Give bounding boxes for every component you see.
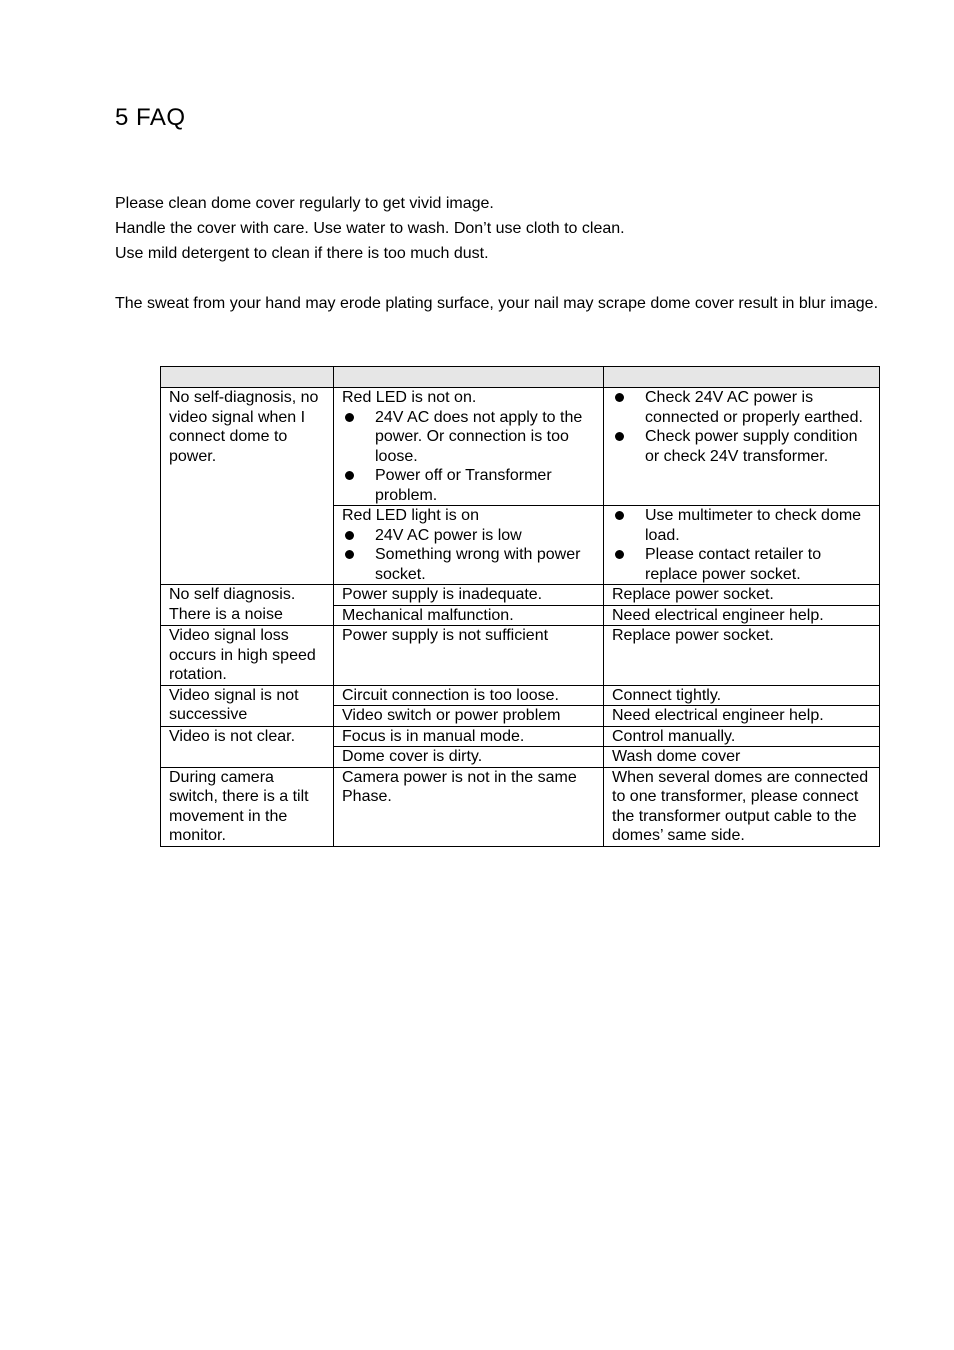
cause-cell: Camera power is not in the same Phase. (334, 767, 604, 846)
solution-cell: Connect tightly. (604, 685, 880, 706)
intro-line: Use mild detergent to clean if there is too much dust. (115, 245, 489, 262)
cause-cell (334, 506, 604, 585)
header-cell-solution (604, 367, 880, 388)
list-item: Power off or Transformer problem. (342, 466, 595, 505)
symptom-cell: Video signal is not successive (161, 685, 334, 726)
symptom-cell: During camera switch, there is a tilt movement in the monitor. (161, 767, 334, 846)
cause-cell: Mechanical malfunction. (334, 605, 604, 626)
cause-cell: Circuit connection is too loose. (334, 685, 604, 706)
intro-line: Handle the cover with care. Use water to wash. Don’t use cloth to clean. (115, 220, 625, 237)
cause-cell: Power supply is inadequate. (334, 585, 604, 606)
symptom-cell: No self-diagnosis, no video signal when I connect dome to power. (161, 388, 334, 585)
header-cell-cause (334, 367, 604, 388)
section-heading: 5 FAQ (115, 104, 186, 131)
solution-list (612, 506, 871, 584)
header-cell-symptom (161, 367, 334, 388)
cause-title: Red LED is not on. (342, 389, 477, 406)
symptom-cell: No self diagnosis. There is a noise (161, 585, 334, 626)
list-item: Check power supply condition or check 24V transformer. (612, 427, 871, 466)
solution-cell: Control manually. (604, 726, 880, 747)
faq-table (160, 366, 880, 847)
intro-line: Please clean dome cover regularly to get vivid image. (115, 195, 494, 212)
solution-cell (604, 388, 880, 506)
list-item: Use multimeter to check dome load. (612, 506, 871, 545)
solution-cell: When several domes are connected to one transformer, please connect the transformer output cable to the domes’ same side. (604, 767, 880, 846)
solution-list (612, 388, 871, 466)
cause-cell (334, 388, 604, 506)
cause-title: Red LED light is on (342, 507, 479, 524)
symptom-cell: Video is not clear. (161, 726, 334, 767)
solution-cell: Replace power socket. (604, 585, 880, 606)
table-row (161, 388, 880, 506)
table-row (161, 585, 880, 606)
cause-cell: Focus is in manual mode. (334, 726, 604, 747)
solution-cell: Wash dome cover (604, 747, 880, 768)
cause-list (342, 408, 595, 506)
list-item: 24V AC power is low (342, 526, 595, 546)
cause-cell: Power supply is not sufficient (334, 626, 604, 686)
table-row (161, 726, 880, 747)
table-header-row (161, 367, 880, 388)
cause-cell: Video switch or power problem (334, 706, 604, 727)
symptom-cell: Video signal loss occurs in high speed rotation. (161, 626, 334, 686)
warning-text: The sweat from your hand may erode plating surface, your nail may scrape dome cover result in blur image. (115, 295, 879, 312)
solution-cell: Need electrical engineer help. (604, 605, 880, 626)
list-item: Check 24V AC power is connected or properly earthed. (612, 388, 871, 427)
list-item: Something wrong with power socket. (342, 545, 595, 584)
table-row (161, 767, 880, 846)
list-item: Please contact retailer to replace power socket. (612, 545, 871, 584)
cause-list (342, 526, 595, 585)
table-row (161, 685, 880, 706)
table-row (161, 626, 880, 686)
list-item: 24V AC does not apply to the power. Or connection is too loose. (342, 408, 595, 467)
solution-cell: Need electrical engineer help. (604, 706, 880, 727)
solution-cell: Replace power socket. (604, 626, 880, 686)
cause-cell: Dome cover is dirty. (334, 747, 604, 768)
solution-cell (604, 506, 880, 585)
